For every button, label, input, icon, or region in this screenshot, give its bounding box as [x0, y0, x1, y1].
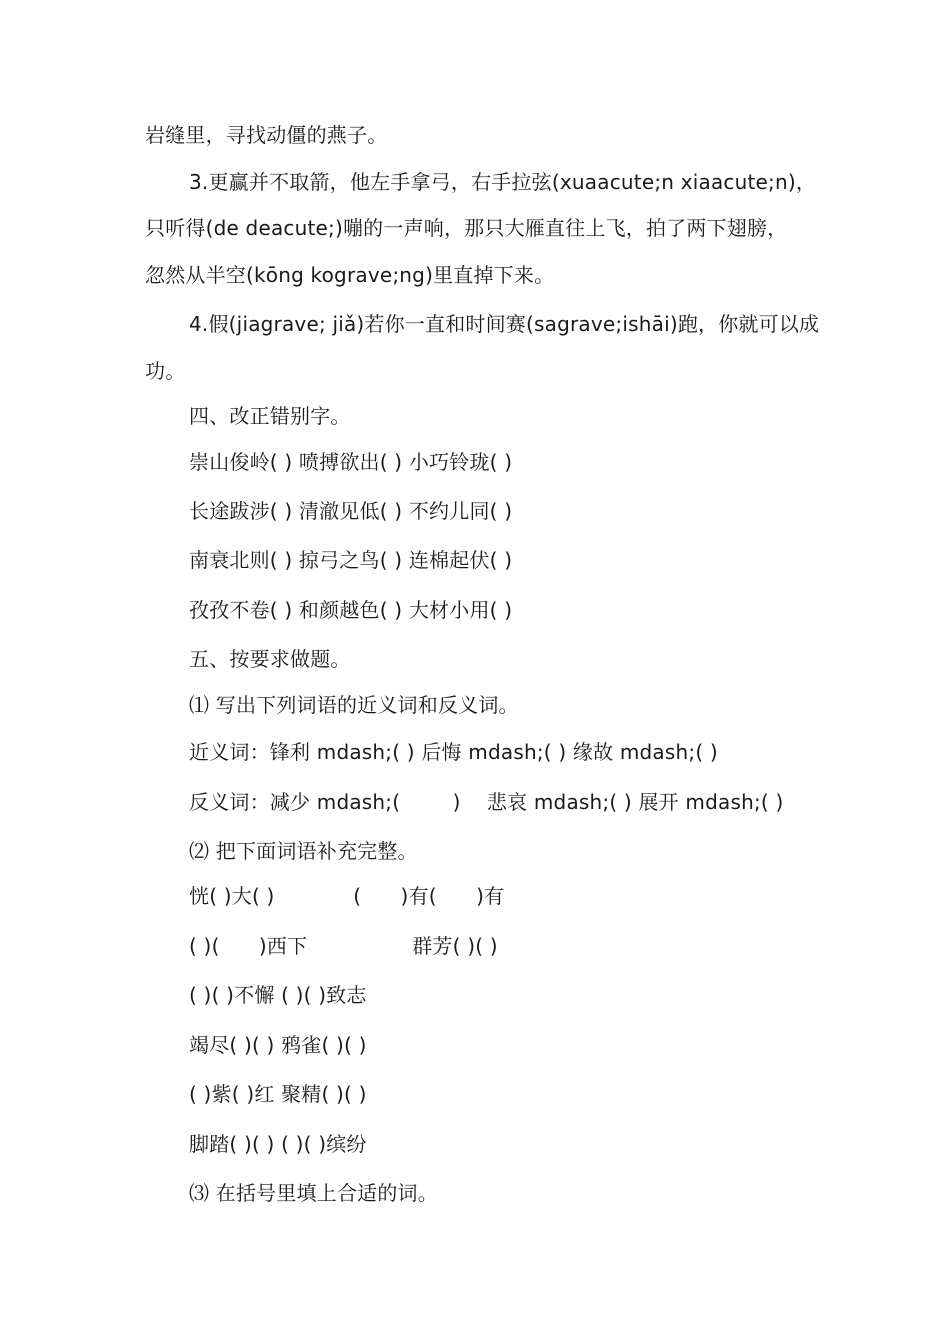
question-2-prompt: ⑵ 把下面词语补充完整。 — [189, 839, 418, 863]
synonyms-row: 近义词：锋利 mdash;( ) 后悔 mdash;( ) 缘故 mdash;( ) — [189, 740, 718, 764]
question-3-prompt: ⑶ 在括号里填上合适的词。 — [189, 1181, 438, 1205]
antonyms-row: 反义词：减少 mdash;( ) 悲哀 mdash;( ) 展开 mdash;( ) — [189, 790, 784, 814]
fill-row-1: 恍( )大( ) ( )有( )有 — [189, 884, 505, 908]
fill-row-3: ( )( )不懈 ( )( )致志 — [189, 983, 367, 1007]
fill-row-4: 竭尽( )( ) 鸦雀( )( ) — [189, 1033, 367, 1057]
text-line-3: 只听得(de deacute;)嘣的一声响，那只大雁直往上飞，拍了两下翅膀， — [145, 216, 788, 240]
fill-row-5: ( )紫( )红 聚精( )( ) — [189, 1082, 367, 1106]
fill-row-2: ( )( )西下 群芳( )( ) — [189, 934, 498, 958]
fill-row-6: 脚踏( )( ) ( )( )缤纷 — [189, 1132, 367, 1156]
typo-row-1: 崇山俊岭( ) 喷搏欲出( ) 小巧铃珑( ) — [189, 450, 513, 474]
typo-row-3: 南衰北则( ) 掠弓之鸟( ) 连棉起伏( ) — [189, 548, 513, 572]
typo-row-4: 孜孜不卷( ) 和颜越色( ) 大材小用( ) — [189, 598, 513, 622]
text-line-1: 岩缝里，寻找动僵的燕子。 — [145, 123, 388, 147]
typo-row-2: 长途跋涉( ) 清澈见低( ) 不约儿同( ) — [189, 499, 513, 523]
text-line-2: 3.更赢并不取箭，他左手拿弓，右手拉弦(xuaacute;n xiaacute;n)， — [189, 170, 817, 194]
section-heading-4: 四、改正错别字。 — [189, 404, 351, 428]
section-heading-5: 五、按要求做题。 — [189, 647, 351, 671]
text-line-4: 忽然从半空(kōng kograve;ng)里直掉下来。 — [145, 263, 555, 287]
question-1-prompt: ⑴ 写出下列词语的近义词和反义词。 — [189, 693, 519, 717]
text-line-6: 功。 — [145, 359, 186, 383]
text-line-5: 4.假(jiagrave; jiǎ)若你一直和时间赛(sagrave;ishāi)跑，你就可以成 — [189, 312, 820, 336]
